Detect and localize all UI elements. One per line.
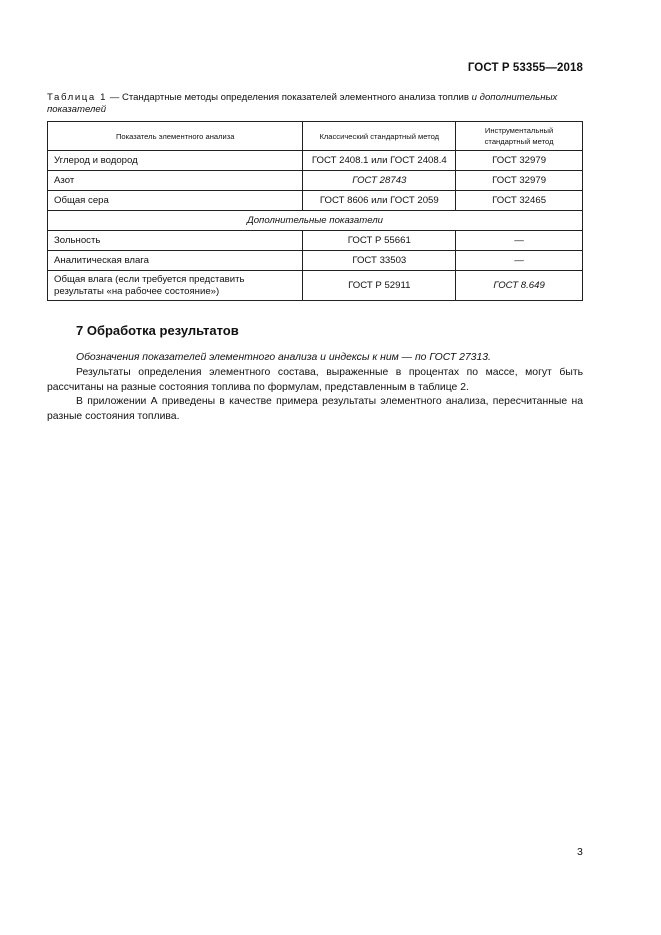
table-row [48,271,583,301]
table-row [48,251,583,271]
column-header-indicator: Показатель элементного анализа [48,122,303,151]
paragraph: В приложении А приведены в качестве примера результаты элементного анализа, пересчитанные на разные состояния топлива. [47,396,583,422]
cell-indicator: Общая влага (если требуется представить результаты «на рабочее состояние») [48,271,303,301]
cell-indicator: Аналитическая влага [48,251,303,271]
cell-classic: ГОСТ 28743 [303,171,456,191]
cell-instrumental: ГОСТ 32979 [456,171,583,191]
column-header-classic: Классический стандартный метод [303,122,456,151]
table-caption-text: — Стандартные методы определения показателей элементного анализа топлив [107,92,472,103]
table-caption-label: Таблица 1 [47,92,108,103]
table-subheader: Дополнительные показатели [48,211,583,231]
table-caption [47,92,583,116]
column-header-instrumental: Инструментальный стандартный метод [456,122,583,151]
table-row [48,171,583,191]
cell-classic: ГОСТ Р 55661 [303,231,456,251]
table-row [48,231,583,251]
cell-indicator: Общая сера [48,191,303,211]
section-title: 7 Обработка результатов [76,323,239,338]
cell-instrumental: ГОСТ 32465 [456,191,583,211]
paragraph: Обозначения показателей элементного анализа и индексы к ним — по ГОСТ 27313. [76,352,491,363]
cell-classic: ГОСТ 33503 [303,251,456,271]
cell-indicator: Углерод и водород [48,151,303,171]
cell-classic: ГОСТ 8606 или ГОСТ 2059 [303,191,456,211]
cell-instrumental: ГОСТ 8.649 [456,271,583,301]
table-subheader-row [48,211,583,231]
cell-classic: ГОСТ 2408.1 или ГОСТ 2408.4 [303,151,456,171]
paragraph: Результаты определения элементного состава, выраженные в процентах по массе, могут быть рассчитаны на разные состояния топлива по формулам, представленным в таблице 2. [47,367,583,393]
table-header-row [48,122,583,151]
document-standard-number: ГОСТ Р 53355—2018 [467,62,583,74]
cell-instrumental: — [456,231,583,251]
cell-indicator: Зольность [48,231,303,251]
table-row [48,151,583,171]
table-caption-italic: и дополнительных показателей [47,92,558,115]
cell-instrumental: — [456,251,583,271]
cell-instrumental: ГОСТ 32979 [456,151,583,171]
methods-table [47,121,583,301]
cell-indicator: Азот [48,171,303,191]
page-number: 3 [577,846,583,858]
table-row [48,191,583,211]
cell-classic: ГОСТ Р 52911 [303,271,456,301]
